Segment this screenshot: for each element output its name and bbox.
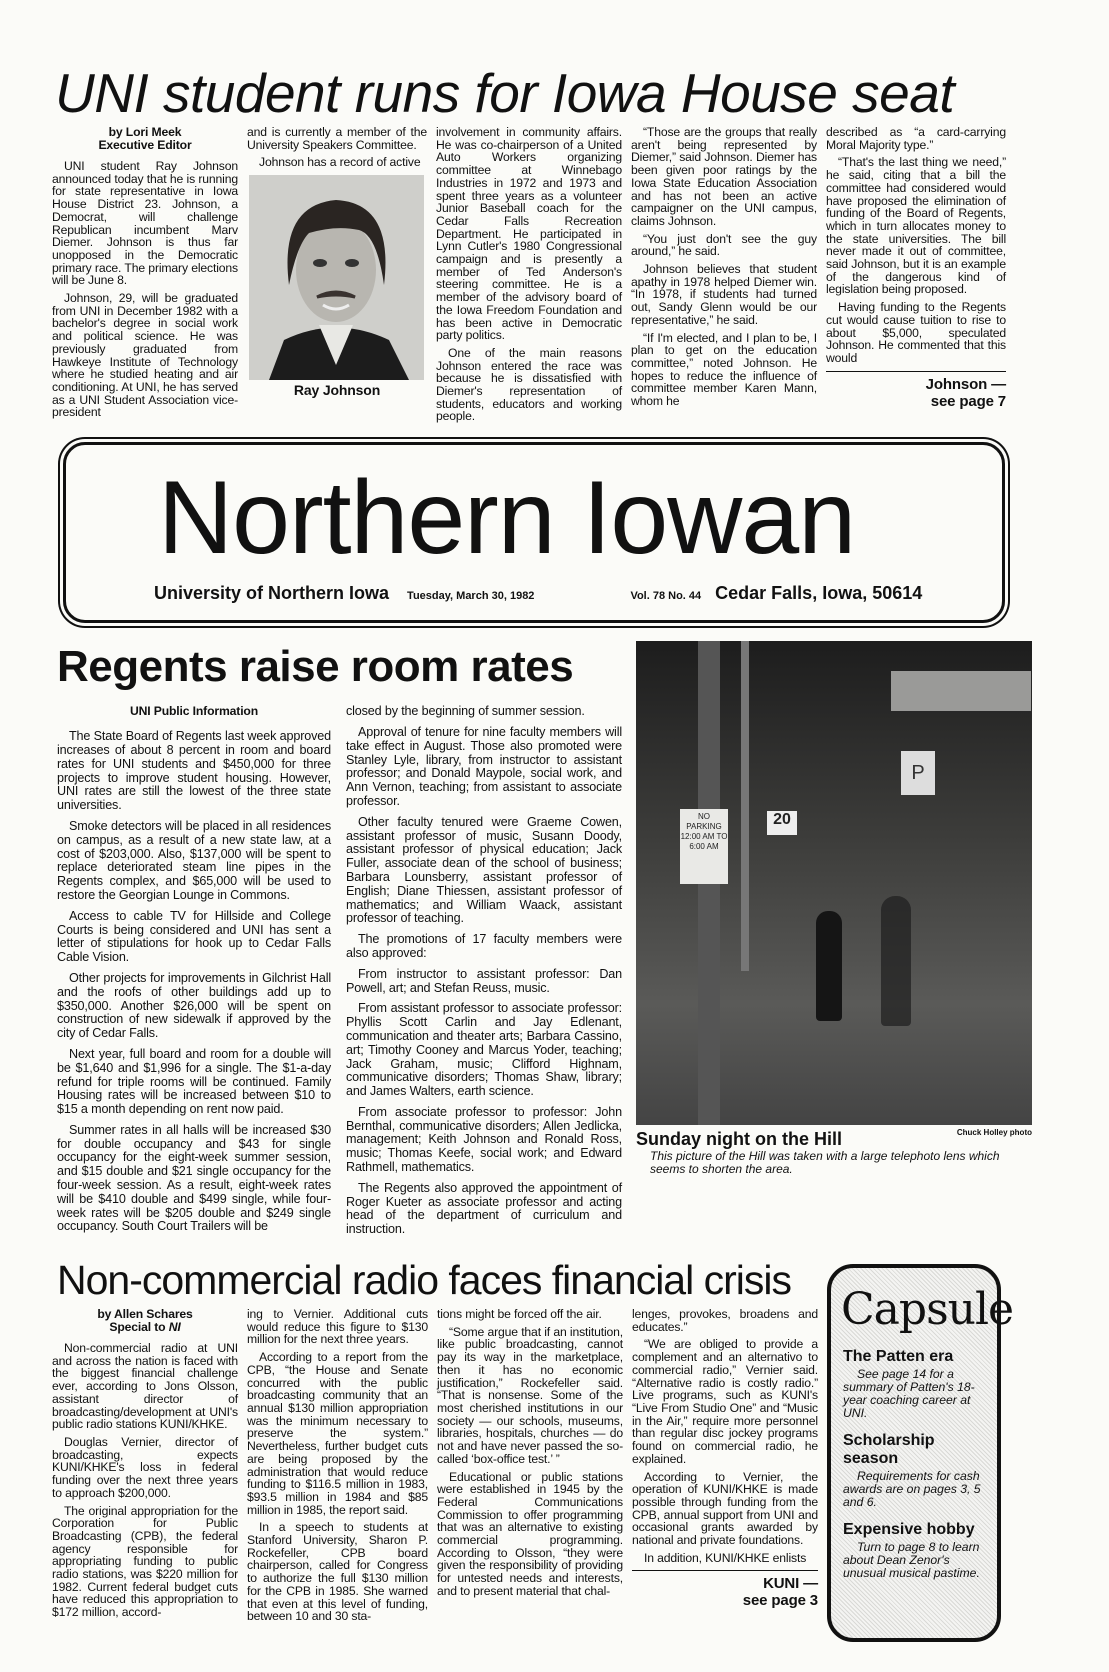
paragraph: According to Vernier, the operation of KUNI/KHKE is made possible through funding from the CPB, annual support from UNI and occasional grants awarded by national and private foundations. <box>632 1469 818 1548</box>
byline-name: by Allen Schares <box>97 1307 193 1322</box>
paragraph: One of the main reasons Johnson entered the race was because he is dissatisfied with Diemer's representation of students, educators and working people. <box>436 345 622 424</box>
radio-column-4 <box>632 1308 818 1609</box>
bottom-section <box>52 1284 1109 1642</box>
photo-pedestrian <box>816 911 842 1021</box>
paragraph: From instructor to assistant professor: Dan Powell, art; and Stefan Reuss, music. <box>346 966 622 995</box>
continued-jump-link[interactable] <box>826 371 1006 410</box>
column-text <box>632 1308 818 1564</box>
masthead-location: Cedar Falls, Iowa, 50614 <box>715 583 923 604</box>
capsule-item[interactable] <box>831 1348 997 1420</box>
column-text <box>437 1308 623 1597</box>
capsule-item-heading: The Patten era <box>843 1348 954 1366</box>
parking-sign: P <box>901 751 935 795</box>
paragraph: From associate professor to professor: John Bernthal, communicative disorders; Allen Jedlicka, management; Keith Johnson and Ronald Ross, music; Thomas Keefe, social work; and Edward Rathmell, mathematics. <box>346 1104 622 1175</box>
middle-section <box>57 641 1109 1244</box>
radio-column-1 <box>52 1308 238 1624</box>
column-text <box>247 1308 428 1623</box>
photo-awning <box>891 671 1031 711</box>
capsule-item[interactable] <box>831 1521 997 1580</box>
paragraph: The promotions of 17 faculty members were also approved: <box>346 932 622 960</box>
paragraph: tions might be forced off the air. <box>437 1307 602 1322</box>
paragraph: and is currently a member of the University Speakers Committee. <box>247 125 427 152</box>
paragraph: In a speech to students at Stanford University, Sharon P. Rockefeller, CPB board chairperson, called for Congress to authorize the full $130 million for the CPB in 1985. She warned that even at this level of funding, between 10 and 30 sta- <box>247 1520 428 1624</box>
paragraph: The original appropriation for the Corporation for Public Broadcasting (CPB), the federal agency responsible for appropriating funding to public radio stations, was $220 million for 1982. Current federal budget cuts have reduced this appropriation to $172 million, accord- <box>52 1503 238 1620</box>
paragraph: involvement in community affairs. He was co-chairperson of a United Auto Workers organizing committee at Winnebago Industries in 1972 and 1973 and spent three years as a volunteer Junior Baseball coach for the Cedar Falls Recreation Department. He participated in Lynn Cutler's 1980 Congressional campaign and is presently a member of Ted Anderson's steering committee. He is a member of the advisory board of the Iowa Freedom Foundation and has been active in Democratic party politics. <box>436 125 622 343</box>
column-text <box>57 730 331 1234</box>
capsule-item-text: Requirements for cash awards are on pages 3, 5 and 6. <box>843 1469 981 1510</box>
column-text <box>826 126 1006 365</box>
paragraph: lenges, provokes, broadens and educates.” <box>632 1307 818 1334</box>
top-story-column-1 <box>52 126 238 424</box>
paragraph: Approval of tenure for nine faculty members will take effect in August. Those also promoted were Stanley Lyle, library, from instructor to assistant professor; and Donald Maypole, social work, and Ann Vernon, teaching; from assistant to associate professor. <box>346 724 622 808</box>
paragraph: Douglas Vernier, director of broadcasting, expects KUNI/KHKE's loss in federal funding over the next three years to approach $200,000. <box>52 1434 238 1500</box>
column-text <box>52 160 238 419</box>
column-text <box>436 126 622 423</box>
paragraph: Johnson has a record of active <box>259 155 421 170</box>
masthead-date: Tuesday, March 30, 1982 <box>407 590 535 603</box>
jump-label: KUNI — <box>763 1575 818 1593</box>
column-text <box>346 705 622 1237</box>
radio-column-3 <box>437 1308 623 1602</box>
regents-headline: Regents raise room rates <box>57 642 574 692</box>
photo-pedestrian <box>881 896 911 1026</box>
publication-abbrev: NI <box>168 1320 181 1335</box>
continued-jump-link[interactable] <box>632 1570 818 1609</box>
paragraph: described as “a card-carrying Moral Majority type.” <box>826 125 1006 152</box>
capsule-item-heading: Scholarship season <box>843 1432 935 1468</box>
paragraph: Having funding to the Regents cut would cause tuition to rise to about $5,000, speculated Johnson. He commented that this would <box>826 300 1006 365</box>
photo-caption: This picture of the Hill was taken with a large telephoto lens which seems to shorten the area. <box>650 1149 1000 1177</box>
paragraph: According to a report from the CPB, “the House and Senate concurred with the public broadcasting community that an annual $130 million appropriation was the minimum necessary to preserve the system.” Nevertheless, further budget cuts are being proposed by the administration that would reduce funding to $116.5 million in 1983, $93.5 million in 1984 and $85 million in 1985, the report said. <box>247 1350 428 1517</box>
paragraph: Johnson, 29, will be graduated from UNI in December 1982 with a bachelor's degree in social work and political science. He was previously graduated from Hawkeye Institute of Technology where he studied heating and air conditioning. At UNI, he has served as a UNI Student Association vice-president <box>52 291 238 420</box>
portrait-photo <box>249 175 424 380</box>
photo-title: Sunday night on the Hill <box>636 1129 842 1150</box>
top-story-column-2 <box>247 126 427 397</box>
paragraph: Summer rates in all halls will be increased $30 for double occupancy and $43 for single occupancy for the eight-week summer session, and $15 double and $21 single occupancy for the four-week session. As a result, eight-week rates will be $410 double and $499 single, while four-week rates will be $205 double and $249 single occupancy. South Court Trailers will be <box>57 1122 331 1234</box>
paragraph: In addition, KUNI/KHKE enlists <box>644 1550 807 1565</box>
paragraph: Smoke detectors will be placed in all residences on campus, as a result of a new state law, at a cost of $203,000. Also, $137,000 will be spent to replace deteriorated steam line pipes in the Regents complex, and $65,000 will be used to restore the Georgian Lounge in Commons. <box>57 818 331 902</box>
speed-limit-sign: 20 <box>767 811 797 835</box>
radio-column-2 <box>247 1308 428 1628</box>
paragraph: ing to Vernier. Additional cuts would reduce this figure to $130 million for the next three years. <box>247 1307 428 1347</box>
capsule-title: Capsule <box>841 1284 1014 1336</box>
radio-byline <box>52 1308 238 1334</box>
paragraph: “If I'm elected, and I plan to be, I plan to get on the education committee,” noted Johnson. He hopes to reduce the influence of committee member Karen Mann, whom he <box>631 330 817 409</box>
capsule-item-text: See page 14 for a summary of Patten's 18-year coaching career at UNI. <box>843 1367 975 1421</box>
column-text <box>631 126 817 408</box>
capsule-item-heading: Expensive hobby <box>843 1521 975 1539</box>
paragraph: “We are obliged to provide a complement and an alternativo to commercial radio,” Vernier said. “Alternative radio is costly radio.” Live programs, such as KUNI's “Live From Studio One” and “Music in the Air,” require more personnel than regular disc jockey programs found on commercial radio, he explained. <box>632 1337 818 1466</box>
paragraph: Other faculty tenured were Graeme Cowen, assistant professor of music, Susann Doody, assistant professor of physical education; Jack Fuller, associate dean of the school of business; Barbara Lounsberry, assistant professor of English; Diane Thiessen, assistant professor of mathematics; and William Waack, assistant professor of teaching. <box>346 814 622 926</box>
byline-title: Executive Editor <box>98 138 192 152</box>
masthead-volume: Vol. 78 No. 44 <box>630 590 702 603</box>
byline-name: by Lori Meek <box>108 125 182 139</box>
paragraph: Educational or public stations were established in 1945 by the Federal Communications Commission to offer programming that was an alternative to existing commercial programming. According to Olsson, “they were given the responsibility of providing for untested needs and interests, and to present material that chal- <box>437 1469 623 1598</box>
byline-title <box>52 1321 238 1334</box>
paragraph: “You just don't see the guy around,” he said. <box>631 231 817 259</box>
jump-page: see page 3 <box>742 1592 818 1610</box>
paragraph: Next year, full board and room for a double will be $1,640 and $1,996 for a single. The $1-a-day refund for triple rooms will be continued. Family Housing rates will be increased between $10 to $15 a month depending on rent now paid. <box>57 1046 331 1117</box>
paragraph: closed by the beginning of summer session. <box>346 704 585 719</box>
paragraph: “Some argue that if an institution, like public broadcasting, cannot pay its way in the marketplace, then it has no economic justification,” Rockefeller said. “That is nonsense. Some of the most cherished institutions in our society — our schools, museums, libraries, hospitals, churches — do not and have never passed the so-called ‘box-office test.’ ” <box>437 1324 623 1466</box>
regents-story <box>57 641 623 1244</box>
jump-label: Johnson — <box>925 375 1006 393</box>
capsule-item[interactable] <box>831 1432 997 1509</box>
byline <box>52 126 238 152</box>
column-text <box>52 1342 238 1619</box>
capsule-item-text: Turn to page 8 to learn about Dean Zenor's unusual musical pastime. <box>843 1540 980 1581</box>
paragraph: Non-commercial radio at UNI and across the nation is faced with the biggest financial challenge ever, according to Jons Olsson, assistant director of broadcasting/development at UNI's public radio stations KUNI/KHKE. <box>52 1341 238 1432</box>
top-story-column-4 <box>631 126 817 413</box>
portrait-image <box>249 175 424 380</box>
photo-credit: Chuck Holley photo <box>956 1128 1032 1138</box>
no-parking-sign: NO PARKING 12:00 AM TO 6:00 AM <box>680 809 728 884</box>
photo-feature <box>636 641 1032 1176</box>
masthead-info-row <box>154 583 1002 604</box>
masthead-university: University of Northern Iowa <box>154 583 390 604</box>
regents-byline: UNI Public Information <box>129 704 259 719</box>
paragraph: The Regents also approved the appointment of Roger Kueter as associate professor and acting head of the department of curriculum and instruction. <box>346 1180 622 1237</box>
paragraph: From assistant professor to associate professor: Phyllis Scott Carlin and Jay Edlenant, communication and theater arts; Barbara Cassino, art; Timothy Cooney and Marcus Yoder, teaching; Jack Graham, music; Clifford Highnam, communicative disorders; Thomas Shaw, library; and James Walters, earth science. <box>346 1001 622 1099</box>
paragraph: Other projects for improvements in Gilchrist Hall and the roofs of other buildings add up to $350,000. Another $26,000 will be spent on construction of new sidewalk if approved by the city of Cedar Falls. <box>57 970 331 1041</box>
photo-pole <box>741 641 749 971</box>
paragraph: Access to cable TV for Hillside and College Courts is being considered and UNI has sent a letter of stipulations for hook up to Cedar Falls Cable Vision. <box>57 908 331 965</box>
paragraph: The State Board of Regents last week approved increases of about 8 percent in room and board rates for UNI students and $450,000 for three projects to improve student housing. However, UNI rates are still the lowest of the three state universities. <box>57 729 331 813</box>
radio-headline: Non-commercial radio faces financial crisis <box>57 1257 791 1304</box>
paragraph: “That's the last thing we need,” he said, citing that a bill the committee had considered would have proposed the elimination of funding of the Board of Regents, which in turn allocates money to the state universities. The bill never made it out of committee, said Johnson, but it is an example of the dangerous kind of legislation being proposed. <box>826 155 1006 297</box>
regents-column-2 <box>346 705 622 1244</box>
capsule-box <box>827 1264 1014 1642</box>
top-story-headline: UNI student runs for Iowa House seat <box>55 62 955 124</box>
column-text <box>247 126 427 169</box>
masthead <box>63 442 1005 623</box>
jump-page: see page 7 <box>930 392 1006 410</box>
byline-title-prefix: Special to <box>109 1320 169 1335</box>
paragraph: Johnson believes that student apathy in 1978 helped Diemer win. “In 1978, if students had turned out, Sandy Glenn would be our representative,” he said. <box>631 262 817 327</box>
masthead-title: Northern Iowan <box>158 460 856 577</box>
paragraph: “Those are the groups that really aren't being represented by Diemer,” said Johnson. Diemer has been given poor ratings by the Iowa State Education Association and has not been an active campaigner on the UNI campus, claims Johnson. <box>631 125 817 228</box>
top-story-column-3 <box>436 126 622 428</box>
night-street-photo <box>636 641 1032 1125</box>
paragraph: UNI student Ray Johnson announced today that he is running for state representative in Iowa House District 23. Johnson, a Democrat, will challenge Republican incumbent Marv Diemer. Johnson is thus far unopposed in the Democratic primary race. The primary elections will be June 8. <box>52 159 238 288</box>
top-story-body <box>52 126 1109 428</box>
top-story-column-5 <box>826 126 1006 410</box>
portrait-caption: Ray Johnson <box>293 382 381 399</box>
regents-column-1 <box>57 705 331 1241</box>
